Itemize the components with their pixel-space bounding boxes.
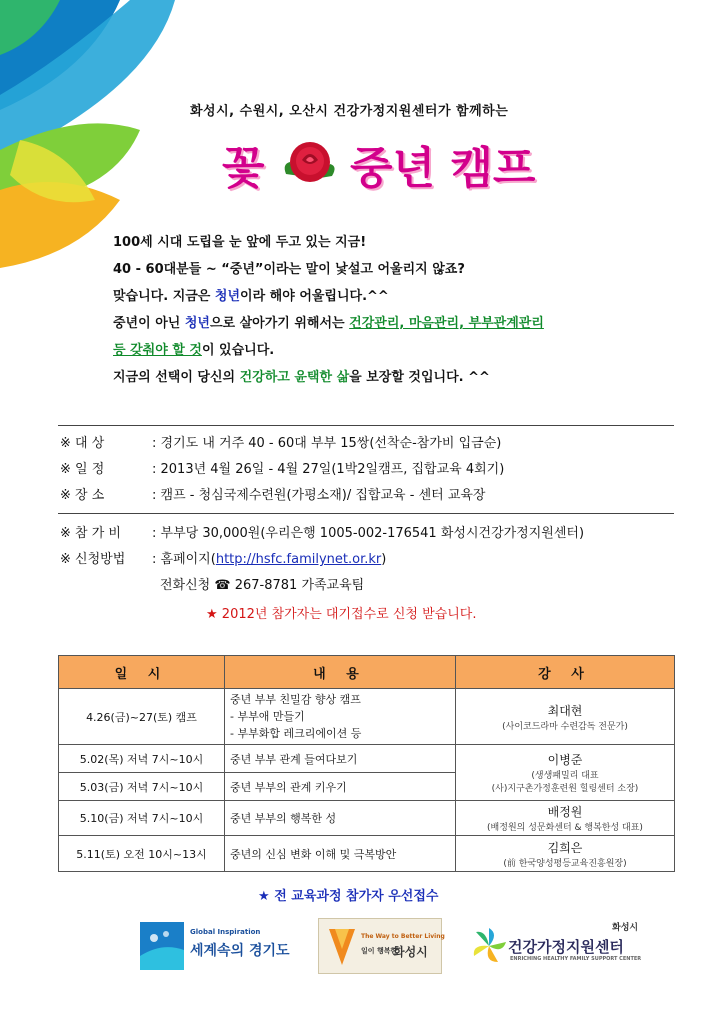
phone-icon: ☎ [214, 578, 231, 593]
info-key: ※ 신청방법 [60, 552, 126, 567]
intro-line: 맞습니다. 지금은 청년이라 해야 어울립니다.^^ [113, 289, 389, 304]
table-row [59, 801, 675, 836]
hwaseong-logo: The Way to Better Living 일이 행복한 화성시 [318, 918, 442, 974]
column-header-lecturer: 강 사 [456, 656, 675, 689]
waitlist-notice: ★ 2012년 참가자는 대기접수로 신청 받습니다. [206, 607, 477, 622]
divider [58, 425, 674, 426]
phone-apply: 전화신청 ☎ 267-8781 가족교육팀 [160, 578, 365, 593]
lecturer-cell: 김희은 (前 한국양성평등교육진흥원장) [456, 836, 675, 872]
date-cell: 5.10(금) 저녁 7시~10시 [59, 801, 225, 836]
date-cell: 5.03(금) 저녁 7시~10시 [59, 773, 225, 801]
table-header-row [59, 656, 675, 689]
rose-icon [280, 134, 340, 190]
date-cell: 4.26(금)~27(토) 캠프 [59, 689, 225, 745]
priority-note: ★ 전 교육과정 참가자 우선접수 [258, 889, 439, 904]
intro-line: 중년이 아닌 청년으로 살아가기 위해서는 건강관리, 마음관리, 부부관계관리 [113, 316, 544, 331]
family-center-logo: 화성시 건강가정지원센터 ENRICHING HEALTHY FAMILY SUPPORT CENTER [472, 918, 642, 974]
content-cell: 중년 부부 관계 들여다보기 [225, 745, 456, 773]
info-value: : 경기도 내 거주 40 - 60대 부부 15쌍(선착순-참가비 입금순) [152, 436, 502, 451]
content-cell: 중년 부부의 행복한 성 [225, 801, 456, 836]
content-cell: 중년 부부 친밀감 향상 캠프 - 부부애 만들기 - 부부화합 레크리에이션 등 [225, 689, 456, 745]
column-header-date: 일 시 [59, 656, 225, 689]
table-row [59, 689, 675, 745]
info-value: : 부부당 30,000원(우리은행 1005-002-176541 화성시건강가정지원센터) [152, 526, 585, 541]
event-title [222, 132, 582, 192]
table-row [59, 836, 675, 872]
gyeonggi-emblem-icon [140, 922, 184, 970]
info-key: ※ 장 소 [60, 488, 105, 503]
intro-paragraph [113, 232, 673, 394]
lecturer-cell: 최대현 (사이코드라마 수련감독 전문가) [456, 689, 675, 745]
homepage-link[interactable]: http://hsfc.familynet.or.kr [215, 552, 382, 567]
hwaseong-emblem-icon [327, 925, 357, 967]
family-center-emblem-icon [472, 928, 506, 964]
column-header-content: 내 용 [225, 656, 456, 689]
title-camp-words: 중년 캠프 [350, 143, 536, 194]
date-cell: 5.11(토) 오전 10시~13시 [59, 836, 225, 872]
title-flower-word: 꽃 [222, 143, 265, 194]
content-cell: 중년의 신심 변화 이해 및 극복방안 [225, 836, 456, 872]
content-cell: 중년 부부의 관계 키우기 [225, 773, 456, 801]
date-cell: 5.02(목) 저녁 7시~10시 [59, 745, 225, 773]
lecturer-cell: 배정원 (배정원의 성문화센터 & 행복한성 대표) [456, 801, 675, 836]
intro-line: 지금의 선택이 당신의 건강하고 윤택한 삶을 보장할 것입니다. ^^ [113, 370, 490, 385]
divider [58, 513, 674, 514]
intro-line: 등 갖춰야 할 것이 있습니다. [113, 343, 275, 358]
info-key: ※ 일 정 [60, 462, 105, 477]
gyeonggi-logo: Global Inspiration 세계속의 경기도 [140, 918, 290, 974]
lecturer-cell: 이병준 (생생패밀리 대표 (사)지구촌가정훈련원 힐링센터 소장) [456, 745, 675, 801]
info-key: ※ 대 상 [60, 436, 105, 451]
star-icon: ★ [258, 889, 270, 904]
info-value: : 홈페이지(http://hsfc.familynet.or.kr) [152, 552, 387, 567]
star-icon: ★ [206, 607, 218, 622]
schedule-table [58, 655, 675, 872]
info-value: : 2013년 4월 26일 - 4월 27일(1박2일캠프, 집합교육 4회기) [152, 462, 505, 477]
table-row [59, 745, 675, 773]
info-key: ※ 참 가 비 [60, 526, 121, 541]
event-subtitle: 화성시, 수원시, 오산시 건강가정지원센터가 함께하는 [190, 104, 509, 119]
intro-line: 100세 시대 도립을 눈 앞에 두고 있는 지금! [113, 235, 367, 250]
info-value: : 캠프 - 청심국제수련원(가평소재)/ 집합교육 - 센터 교육장 [152, 488, 486, 503]
intro-line: 40 - 60대분들 ~ “중년”이라는 말이 낯설고 어울리지 않죠? [113, 262, 465, 277]
